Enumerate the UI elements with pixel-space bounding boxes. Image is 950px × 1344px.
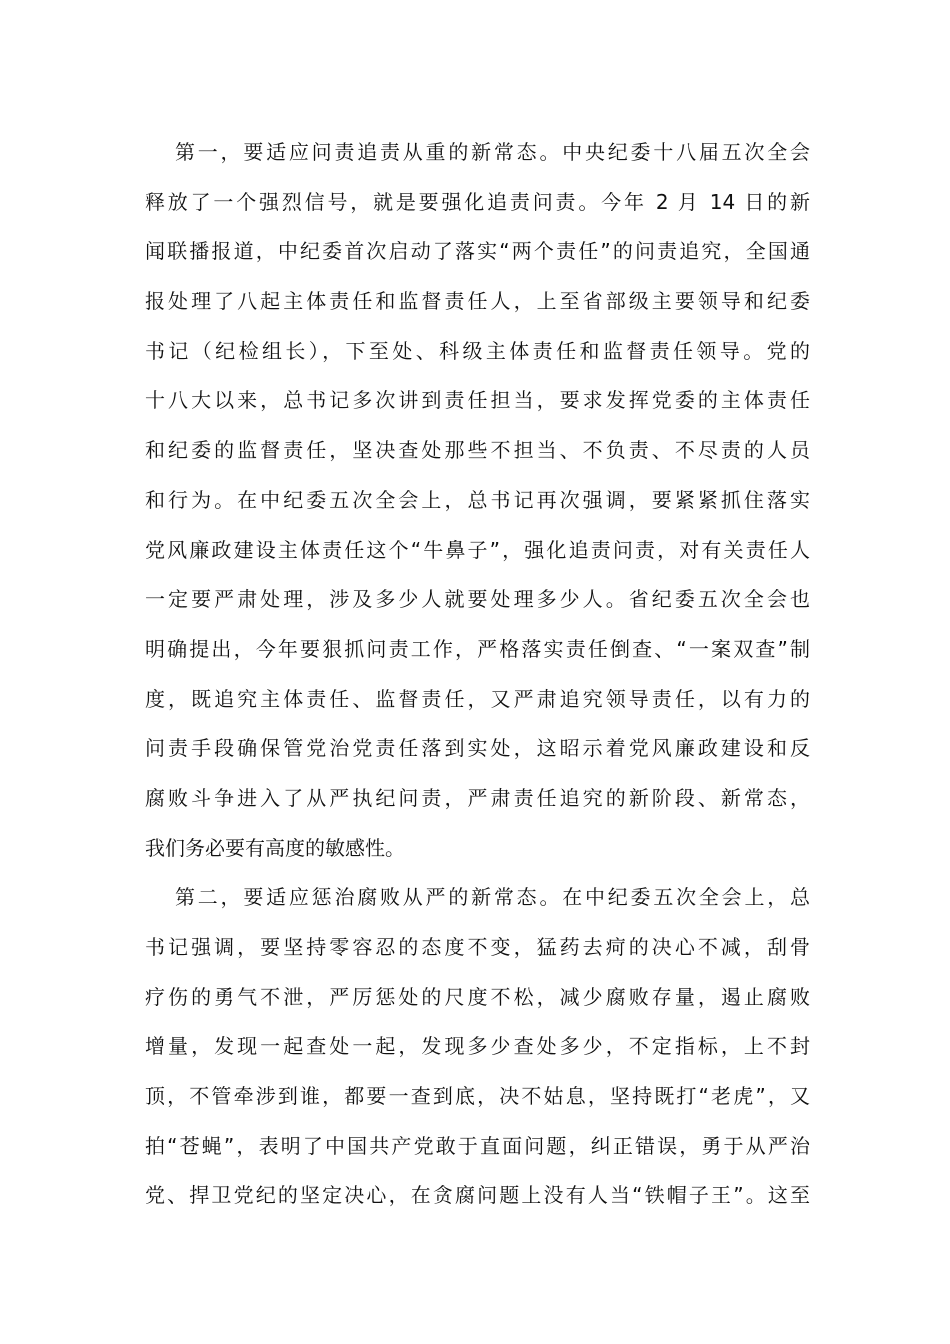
document-body — [145, 128, 810, 1221]
paragraph-2-line-4: 增量，发现一起查处一起，发现多少查处多少，不定指标，上不封 — [145, 1034, 810, 1059]
paragraph-1-line-5: 书记（纪检组长），下至处、科级主体责任和监督责任领导。党的 — [145, 338, 810, 363]
paragraph-1-line-8: 和行为。在中纪委五次全会上，总书记再次强调，要紧紧抓住落实 — [145, 487, 810, 512]
paragraph-1-line-2: 释放了一个强烈信号，就是要强化追责问责。今年 2 月 14 日的新 — [145, 189, 810, 214]
paragraph-1-line-12: 度，既追究主体责任、监督责任，又严肃追究领导责任，以有力的 — [145, 686, 810, 711]
paragraph-1-line-3: 闻联播报道，中纪委首次启动了落实“两个责任”的问责追究，全国通 — [145, 239, 810, 264]
paragraph-2-line-2: 书记强调，要坚持零容忍的态度不变，猛药去疴的决心不减，刮骨 — [145, 935, 810, 959]
paragraph-1-line-6: 十八大以来，总书记多次讲到责任担当，要求发挥党委的主体责任 — [145, 388, 810, 413]
paragraph-2-line-1: 第二，要适应惩治腐败从严的新常态。在中纪委五次全会上，总 — [175, 885, 810, 910]
paragraph-1-line-4: 报处理了八起主体责任和监督责任人，上至省部级主要领导和纪委 — [145, 289, 810, 314]
paragraph-1-line-1: 第一，要适应问责追责从重的新常态。中央纪委十八届五次全会 — [175, 140, 810, 164]
paragraph-2-line-3: 疗伤的勇气不泄，严厉惩处的尺度不松，减少腐败存量，遏止腐败 — [145, 984, 810, 1009]
paragraph-2-line-7: 党、捍卫党纪的坚定决心，在贪腐问题上没有人当“铁帽子王”。这至 — [145, 1183, 810, 1208]
paragraph-1-line-7: 和纪委的监督责任，坚决查处那些不担当、不负责、不尽责的人员 — [145, 438, 810, 463]
paragraph-1-line-10: 一定要严肃处理，涉及多少人就要处理多少人。省纪委五次全会也 — [145, 587, 810, 612]
paragraph-2-line-5: 顶，不管牵涉到谁，都要一查到底，决不姑息，坚持既打“老虎”，又 — [145, 1084, 810, 1109]
paragraph-1-line-14: 腐败斗争进入了从严执纪问责，严肃责任追究的新阶段、新常态， — [145, 785, 810, 810]
paragraph-1-line-15: 我们务必要有高度的敏感性。 — [145, 835, 405, 860]
paragraph-1-line-11: 明确提出，今年要狠抓问责工作，严格落实责任倒查、“一案双查”制 — [145, 636, 810, 661]
paragraph-1-line-9: 党风廉政建设主体责任这个“牛鼻子”，强化追责问责，对有关责任人 — [145, 537, 810, 562]
paragraph-1-line-13: 问责手段确保管党治党责任落到实处，这昭示着党风廉政建设和反 — [145, 736, 810, 761]
paragraph-2-line-6: 拍“苍蝇”，表明了中国共产党敢于直面问题，纠正错误，勇于从严治 — [145, 1133, 810, 1158]
